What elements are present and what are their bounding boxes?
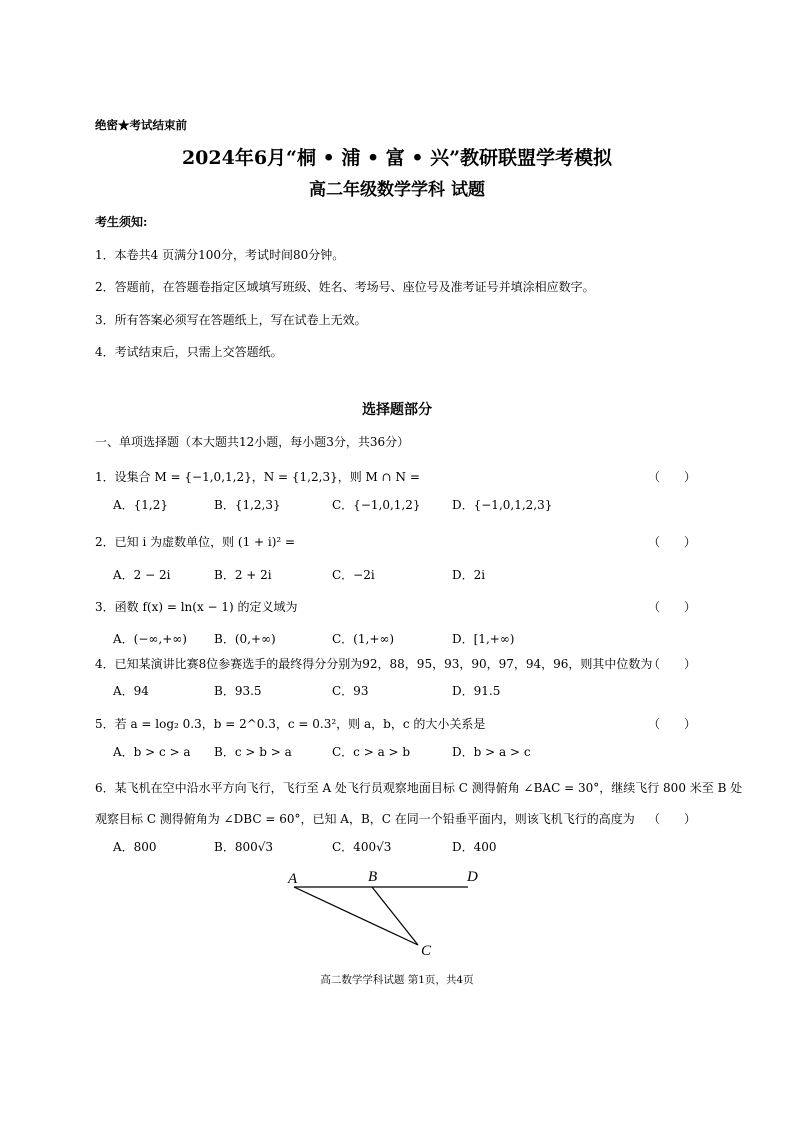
line-ac <box>294 887 418 945</box>
question-3-option-b: B．(0,+∞) <box>214 632 276 646</box>
notice-title: 考生须知: <box>95 215 148 229</box>
answer-bracket: （ ） <box>648 812 697 826</box>
answer-bracket: （ ） <box>648 600 697 614</box>
notice-item: 4．考试结束后，只需上交答题纸。 <box>95 345 283 359</box>
question-3-option-c: C．(1,+∞) <box>332 632 395 646</box>
question-1-option-b: B．{1,2,3} <box>214 498 281 512</box>
line-bc <box>372 887 418 945</box>
question-4-option-b: B．93.5 <box>214 684 262 698</box>
question-1-stem: 1．设集合 M = {−1,0,1,2}，N = {1,2,3}，则 M ∩ N = <box>95 470 420 484</box>
exam-subtitle: 高二年级数学学科 试题 <box>309 180 485 200</box>
notice-item: 3．所有答案必须写在答题纸上，写在试卷上无效。 <box>95 313 367 327</box>
flight-geometry-diagram <box>280 862 490 962</box>
part-heading: 一、单项选择题（本大题共12小题，每小题3分，共36分） <box>95 435 410 449</box>
question-5-option-a: A．b > c > a <box>113 745 191 759</box>
question-6-stem-continued: 观察目标 C 测得俯角为 ∠DBC = 60°，已知 A，B，C 在同一个铅垂平面内，则该飞机飞行的高度为 <box>95 812 635 826</box>
question-3-stem: 3．函数 f(x) = ln(x − 1) 的定义域为 <box>95 600 298 614</box>
question-2-option-b: B．2 + 2i <box>214 568 272 582</box>
question-1-option-d: D．{−1,0,1,2,3} <box>452 498 553 512</box>
confidential-mark: 绝密★考试结束前 <box>95 118 187 132</box>
question-2-stem: 2．已知 i 为虚数单位，则 (1 + i)² = <box>95 535 296 549</box>
question-5-option-b: B．c > b > a <box>214 745 292 759</box>
question-4-stem: 4．已知某演讲比赛8位参赛选手的最终得分分别为92，88，95，93，90，97，94，96，则其中位数为 <box>95 657 653 671</box>
question-6-option-a: A．800 <box>113 840 157 854</box>
question-2-option-a: A．2 − 2i <box>113 568 171 582</box>
question-2-option-c: C．−2i <box>332 568 375 582</box>
page-footer: 高二数学学科试题 第1页，共4页 <box>320 974 474 986</box>
question-2-option-d: D．2i <box>452 568 486 582</box>
question-3-option-a: A．(−∞,+∞) <box>113 632 187 646</box>
question-3-option-d: D．[1,+∞) <box>452 632 515 646</box>
question-5-stem: 5．若 a = log₂ 0.3，b = 2^0.3，c = 0.3²，则 a，b，c 的大小关系是 <box>95 717 486 731</box>
answer-bracket: （ ） <box>648 717 697 731</box>
section-heading: 选择题部分 <box>362 402 432 418</box>
question-5-option-d: D．b > a > c <box>452 745 531 759</box>
answer-bracket: （ ） <box>648 535 697 549</box>
question-6-option-d: D．400 <box>452 840 497 854</box>
notice-item: 1．本卷共4 页满分100分，考试时间80分钟。 <box>95 248 345 262</box>
question-6-option-b: B．800√3 <box>214 840 274 854</box>
answer-bracket: （ ） <box>648 470 697 484</box>
question-5-option-c: C．c > a > b <box>332 745 411 759</box>
answer-bracket: （ ） <box>648 657 697 671</box>
question-6-stem: 6．某飞机在空中沿水平方向飞行，飞行至 A 处飞行员观察地面目标 C 测得俯角 ∠BAC = 30°，继续飞行 800 米至 B 处 <box>95 781 743 795</box>
question-1-option-c: C．{−1,0,1,2} <box>332 498 421 512</box>
point-label-a: A <box>288 871 298 887</box>
notice-item: 2．答题前，在答题卷指定区域填写班级、姓名、考场号、座位号及准考证号并填涂相应数字。 <box>95 280 595 294</box>
point-label-d: D <box>467 869 478 885</box>
question-4-option-a: A．94 <box>113 684 149 698</box>
point-label-b: B <box>368 869 378 885</box>
exam-title: 2024年6月“桐 • 浦 • 富 • 兴”教研联盟学考模拟 <box>181 147 613 169</box>
question-1-option-a: A．{1,2} <box>113 498 169 512</box>
question-4-option-c: C．93 <box>332 684 369 698</box>
point-label-c: C <box>421 943 432 959</box>
question-6-option-c: C．400√3 <box>332 840 392 854</box>
question-4-option-d: D．91.5 <box>452 684 501 698</box>
